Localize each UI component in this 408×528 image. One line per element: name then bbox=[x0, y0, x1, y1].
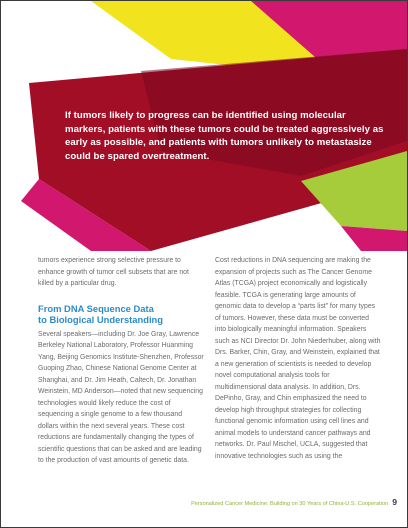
section-heading-line2: to Biological Understanding bbox=[38, 313, 164, 325]
section-heading bbox=[38, 303, 204, 325]
left-column bbox=[38, 255, 204, 467]
page-footer bbox=[161, 498, 397, 509]
pull-quote: If tumors likely to progress can be identified using molecular markers, patients with these tumors could be treated aggressively as early as possible, and patients with tumors unlikely to metastasize could be spared overtreatment. bbox=[65, 110, 384, 162]
left-intro-paragraph: tumors experience strong selective pressure to enhance growth of tumor cell subsets that are not killed by a particular drug. bbox=[38, 257, 189, 287]
section-heading-line1: From DNA Sequence Data bbox=[38, 302, 154, 314]
footer-title: Personalized Cancer Medicine: Building on 30 Years of China-U.S. Cooperation bbox=[191, 501, 389, 507]
right-column bbox=[215, 255, 381, 462]
right-body-paragraph: Cost reductions in DNA sequencing are making the expansion of projects such as The Cancer Genome Atlas (TCGA) project economically and logistically feasible. TCGA is generating large amounts of genomic data to develop a “parts list” for many types of tumors. However, these data must be converted into biologically meaningful information. Speakers such as NCI Director Dr. John Niederhuber, along with Drs. Barker, Chin, Gray, and Weinstein, explained that a new generation of scientists is needed to develop novel computational analysis tools for multidimensional data analysis. In addition, Drs. DePinho, Gray, and Chin emphasized the need to develop high throughput strategies for collecting functional genomic information using cell lines and animal models to understand cancer pathways and networks. Dr. Paul Mischel, UCLA, suggested that innovative technologies such as using the bbox=[215, 257, 381, 460]
page-number: 9 bbox=[392, 497, 397, 507]
left-body-paragraph: Several speakers—including Dr. Joe Gray, Lawrence Berkeley National Laboratory, Professor Huanming Yang, Beijing Genomics Institute-Shenzhen, Professor Guoping Zhao, Chinese National Genome Center at Shanghai, and Dr. Jim Heath, Caltech, Dr. Jonathan Weinstein, MD Anderson—noted that new sequencing technologies would likely reduce the cost of sequencing a single genome to a few thousand dollars within the next several years. These cost reductions are fundamentally changing the types of scientific questions that can be asked and are leading to the production of vast amounts of genetic data. bbox=[38, 330, 204, 465]
